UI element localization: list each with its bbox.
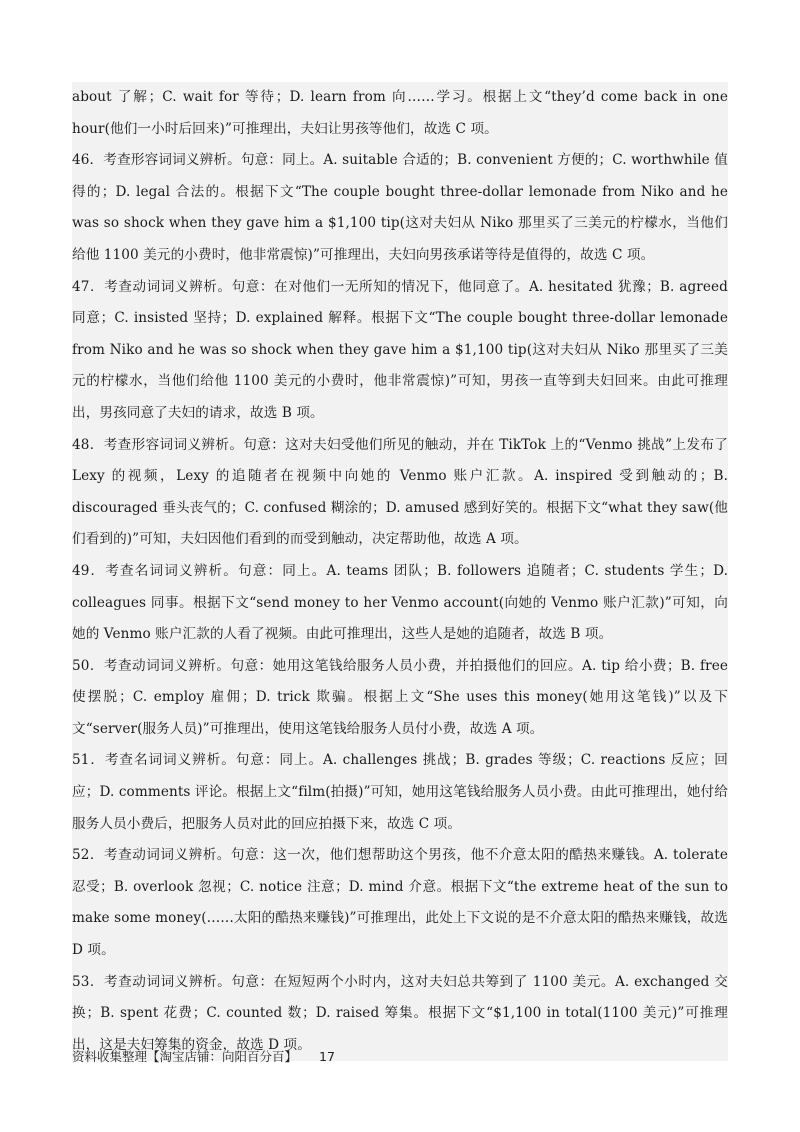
paragraph-q53: 53．考查动词词义辨析。句意：在短短两个小时内，这对夫妇总共筹到了 1100 美元。A. exchanged 交换；B. spent 花费；C. counted 数；D. raised 筹集。根据下文“$1,100 in total(1100 美元)”可推理出，这是夫妇筹集的资金，故选 D 项。: [72, 973, 728, 1053]
paragraph-q51: 51．考查名词词义辨析。句意：同上。A. challenges 挑战；B. grades 等级；C. reactions 反应；回应；D. comments 评论。根据上文“film(拍摄)”可知，她用这笔钱给服务人员小费。由此可推理出，她付给服务人员小费后，把服务人员对此的回应拍摄下来，故选 C 项。: [72, 752, 728, 832]
paragraph-q46: 46．考查形容词词义辨析。句意：同上。A. suitable 合适的；B. convenient 方便的；C. worthwhile 值得的；D. legal 合法的。根据下文“The couple bought three-dollar lemonade from Niko and he was so shock when they gave him a $1,100 tip(这对夫妇从 Niko 那里买了三美元的柠檬水，当他们给他 1100 美元的小费时，他非常震惊)”可推理出，夫妇向男孩承诺等待是值得的，故选 C 项。: [72, 152, 728, 263]
paragraph-q48: 48．考查形容词词义辨析。句意：这对夫妇受他们所见的触动，并在 TikTok 上的“Venmo 挑战”上发布了 Lexy 的视频，Lexy 的追随者在视频中向她的 Venmo 账户汇款。A. inspired 受到触动的；B. discouraged 垂头丧气的；C. confused 糊涂的；D. amused 感到好笑的。根据下文“what they saw(他们看到的)”可知，夫妇因他们看到的而受到触动，决定帮助他，故选 A 项。: [72, 436, 728, 548]
paragraph-q49: 49．考查名词词义辨析。句意：同上。A. teams 团队；B. followers 追随者；C. students 学生；D. colleagues 同事。根据下文“send money to her Venmo account(向她的 Venmo 账户汇款)”可知，向她的 Venmo 账户汇款的人看了视频。由此可推理出，这些人是她的追随者，故选 B 项。: [72, 562, 728, 643]
footer-source: 资料收集整理【淘宝店铺：向阳百分百】: [72, 1049, 298, 1064]
paragraph-q52: 52．考查动词词义辨析。句意：这一次，他们想帮助这个男孩，他不介意太阳的酷热来赚钱。A. tolerate 忍受；B. overlook 忽视；C. notice 注意；D. mind 介意。根据下文“the extreme heat of the sun to make some money(……太阳的酷热来赚钱)”可推理出，此处上下文说的是不介意太阳的酷热来赚钱，故选 D 项。: [72, 847, 728, 959]
answer-explanations: [72, 82, 728, 1061]
page-footer: [72, 1049, 335, 1065]
paragraph-q47: 47．考查动词词义辨析。句意：在对他们一无所知的情况下，他同意了。A. hesitated 犹豫；B. agreed 同意；C. insisted 坚持；D. explained 解释。根据下文“The couple bought three-dollar lemonade from Niko and he was so shock when they gave him a $1,100 tip(这对夫妇从 Niko 那里买了三美元的柠檬水，当他们给他 1100 美元的小费时，他非常震惊)”可知，男孩一直等到夫妇回来。由此可推理出，男孩同意了夫妇的请求，故选 B 项。: [72, 278, 728, 421]
page-number: 17: [319, 1049, 335, 1064]
paragraph-continuation: about 了解；C. wait for 等待；D. learn from 向……学习。根据上文“they’d come back in one hour(他们一小时后回来)”可推理出，夫妇让男孩等他们，故选 C 项。: [72, 89, 728, 137]
paragraph-q50: 50．考查动词词义辨析。句意：她用这笔钱给服务人员小费，并拍摄他们的回应。A. tip 给小费；B. free 使摆脱；C. employ 雇佣；D. trick 欺骗。根据上文“She uses this money(她用这笔钱)”以及下文“server(服务人员)”可推理出，使用这笔钱给服务人员付小费，故选 A 项。: [72, 657, 728, 737]
